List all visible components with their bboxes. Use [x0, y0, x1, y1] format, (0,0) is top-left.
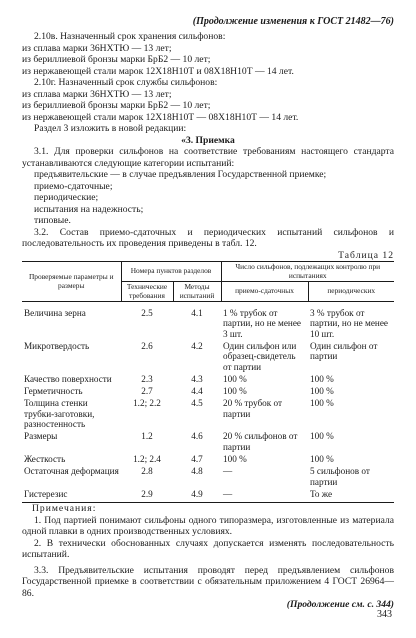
- cell-param: Жесткость: [24, 453, 66, 464]
- running-header: (Продолжение изменения к ГОСТ 21482—76): [192, 16, 394, 27]
- cell-tech: 2.3: [141, 373, 153, 384]
- cell-method: 4.2: [191, 340, 203, 351]
- cell-acceptance: Один сильфон или образец-свидетель от партии: [223, 340, 297, 372]
- header-tech: Технические требования: [121, 282, 173, 302]
- table-12: [22, 261, 394, 503]
- header-periodic: периодических: [308, 282, 394, 302]
- header-params: Проверяемые параметры и размеры: [22, 262, 121, 302]
- cell-tech: 2.7: [141, 386, 153, 397]
- cell-acceptance: 100 %: [223, 386, 247, 397]
- cell-method: 4.5: [191, 398, 203, 409]
- table-row: [22, 489, 394, 503]
- list-line: из бериллиевой бронзы марки БрБ2 — 10 лет;: [22, 100, 211, 111]
- cell-periodic: 100 %: [310, 398, 334, 409]
- table-row: [22, 466, 394, 489]
- cell-periodic: То же: [308, 489, 394, 503]
- table-row: [22, 398, 394, 431]
- cell-periodic: 100 %: [310, 386, 334, 397]
- cell-tech: 2.6: [141, 340, 153, 351]
- list-line: из сплава марки 36НХТЮ — 13 лет;: [22, 42, 172, 54]
- cell-param: Остаточная деформация: [24, 466, 119, 477]
- table-row: [22, 341, 394, 374]
- cell-method: 4.8: [191, 466, 203, 477]
- cell-tech: 1.2; 2.2: [133, 398, 161, 409]
- paragraph-section-3: Раздел 3 изложить в новой редакции:: [34, 123, 187, 134]
- cell-tech: 1.2: [141, 431, 153, 442]
- table-row: [22, 302, 394, 341]
- cell-method: 4.9: [173, 489, 221, 503]
- cell-periodic: Один сильфон от партии: [310, 340, 378, 362]
- paragraph-3-2: 3.2. Состав приемо-сдаточных и периодических испытаний сильфонов и последовательность их проведения приведены в табл. 12.: [22, 226, 394, 249]
- cell-acceptance: —: [223, 466, 233, 477]
- header-acceptance: приемо-сдаточных: [221, 282, 308, 302]
- cell-acceptance: 1 % трубок от партии, но не менее 3 шт.: [223, 308, 301, 339]
- cell-periodic: 3 % трубок от партии, но не менее 10 шт.: [310, 308, 388, 339]
- cell-method: 4.1: [191, 308, 203, 319]
- cell-acceptance: 100 %: [223, 453, 247, 464]
- cell-param: Величина зерна: [24, 308, 86, 319]
- cell-periodic: 100 %: [310, 373, 334, 384]
- cell-periodic: 100 %: [310, 453, 334, 464]
- cell-param: Размеры: [24, 431, 58, 442]
- header-methods: Методы испытаний: [173, 282, 221, 302]
- paragraph-3-1: 3.1. Для проверки сильфонов на соответствие требованиям настоящего стандарта устанавливаются следующие категории испытаний:: [22, 146, 394, 169]
- page-number: 343: [377, 609, 392, 620]
- paragraph-2-10v: 2.10в. Назначенный срок хранения сильфонов:: [34, 31, 226, 42]
- cell-acceptance: 20 % сильфонов от партии: [223, 431, 298, 452]
- cell-tech: 1.2; 2.4: [133, 453, 161, 464]
- cell-tech: 2.5: [141, 308, 153, 319]
- list-line: из нержавеющей стали марок 12Х18Н10Т — 08Х18Н10Т — 14 лет.: [22, 111, 299, 123]
- cell-periodic: 5 сильфонов от партии: [310, 466, 370, 487]
- cell-param: Гистерезис: [22, 489, 121, 503]
- table-caption: Таблица 12: [338, 249, 394, 261]
- table-row: [22, 431, 394, 454]
- section-title: «3. Приемка: [181, 134, 235, 146]
- list-line: из бериллиевой бронзы марки БрБ2 — 10 лет;: [22, 54, 211, 65]
- cell-param: Качество поверхности: [24, 373, 112, 384]
- cell-param: Толщина стенки трубки-заготовки, разностенность: [24, 398, 95, 430]
- cell-param: Микротвердость: [24, 340, 90, 351]
- table-row: [22, 374, 394, 386]
- cell-acceptance: —: [221, 489, 308, 503]
- header-count: Число сильфонов, подлежащих контролю при испытаниях: [221, 262, 394, 282]
- cell-periodic: 100 %: [310, 431, 334, 442]
- cell-method: 4.4: [191, 386, 203, 397]
- cell-method: 4.7: [191, 453, 203, 464]
- category-item: типовые.: [34, 215, 71, 226]
- category-item: предъявительские — в случае предъявления Государственной приемке;: [34, 169, 327, 180]
- header-sections: Номера пунктов разделов: [121, 262, 221, 282]
- category-item: приемо-сдаточные;: [34, 180, 113, 192]
- paragraph-3-3: 3.3. Предъявительские испытания проводят перед предъявлением сильфонов Государственной приемке в соответствии с обязательным приложением 4 ГОСТ 26964—86.: [22, 564, 394, 599]
- cell-tech: 2.8: [141, 466, 153, 477]
- cell-method: 4.6: [191, 431, 203, 442]
- note-item: 1. Под партией понимают сильфоны одного типоразмера, изготовленные из материала одной плавки в одних производственных условиях.: [22, 514, 394, 538]
- cell-tech: 2.9: [121, 489, 173, 503]
- cell-acceptance: 20 % трубок от партии: [223, 398, 283, 419]
- category-item: периодические;: [34, 192, 99, 203]
- note-item: 2. В технически обоснованных случаях допускается изменять последовательность испытаний.: [22, 537, 394, 561]
- table-row: [22, 454, 394, 466]
- paragraph-2-10g: 2.10г. Назначенный срок службы сильфонов:: [34, 77, 218, 88]
- category-item: испытания на надежность;: [34, 203, 144, 215]
- cell-acceptance: 100 %: [223, 373, 247, 384]
- table-row: [22, 386, 394, 398]
- cell-method: 4.3: [191, 373, 203, 384]
- continuation-note: (Продолжение см. с. 344): [286, 599, 394, 611]
- document-body: [22, 31, 394, 611]
- notes-title: Примечания:: [32, 503, 97, 515]
- list-line: из нержавеющей стали марок 12Х18Н10Т и 08Х18Н10Т — 14 лет.: [22, 65, 294, 77]
- cell-param: Герметичность: [24, 386, 83, 397]
- list-line: из сплава марки 36НХТЮ — 13 лет;: [22, 88, 172, 100]
